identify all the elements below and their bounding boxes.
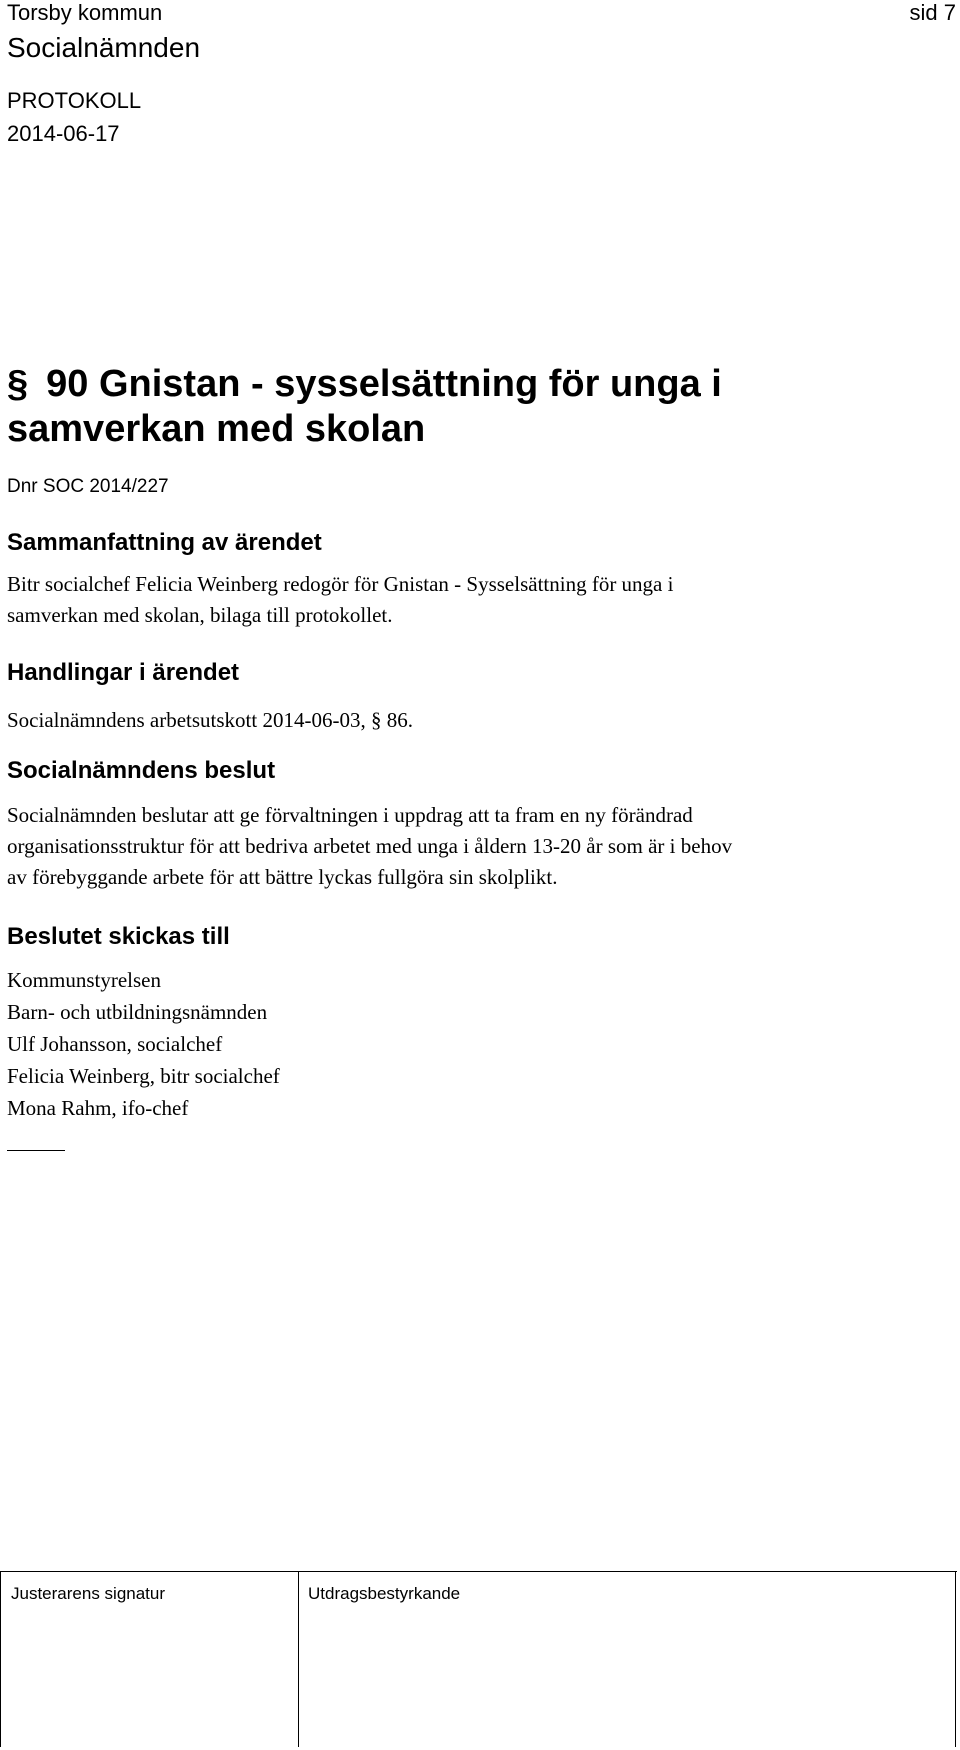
signature-table-right-border (955, 1571, 956, 1747)
decision-line: Socialnämnden beslutar att ge förvaltningen i uppdrag att ta fram en ny förändrad (7, 803, 693, 827)
summary-heading: Sammanfattning av ärendet (7, 529, 322, 556)
recipients-list (7, 964, 280, 1124)
signature-table-top-border (0, 1571, 957, 1572)
end-divider (7, 1150, 65, 1151)
decision-line: av förebyggande arbete för att bättre lyckas fullgöra sin skolplikt. (7, 865, 558, 889)
item-heading (7, 362, 722, 452)
committee-name: Socialnämnden (7, 32, 201, 63)
signature-label: Justerarens signatur (11, 1584, 166, 1603)
decision-heading: Socialnämndens beslut (7, 757, 276, 784)
recipient-item: Barn- och utbildningsnämnden (7, 1000, 268, 1024)
recipient-item: Kommunstyrelsen (7, 968, 161, 992)
page-number: sid 7 (909, 0, 956, 25)
summary-line: samverkan med skolan, bilaga till protokollet. (7, 603, 393, 627)
documents-text-before: Socialnämndens arbetsutskott 2014-06-03, (7, 708, 366, 732)
summary-line: Bitr socialchef Felicia Weinberg redogör för Gnistan - Sysselsättning för unga i (7, 572, 674, 596)
recipient-item: Ulf Johansson, socialchef (7, 1032, 223, 1056)
case-number: Dnr SOC 2014/227 (7, 476, 169, 497)
summary-text (7, 569, 673, 631)
recipient-item: Felicia Weinberg, bitr socialchef (7, 1064, 280, 1088)
section-sign-icon: § (7, 363, 29, 405)
section-sign-icon: § (370, 708, 382, 732)
item-heading-text-1: 90 Gnistan - sysselsättning för unga i (46, 363, 722, 405)
decision-text (7, 800, 732, 893)
documents-text-after: 86. (386, 708, 413, 732)
item-heading-line-2: samverkan med skolan (7, 408, 426, 450)
document-date: 2014-06-17 (7, 121, 120, 146)
signature-table (0, 1571, 957, 1747)
documents-heading: Handlingar i ärendet (7, 659, 240, 686)
signature-table-divider (298, 1571, 299, 1747)
recipient-item: Mona Rahm, ifo-chef (7, 1096, 189, 1120)
document-type: PROTOKOLL (7, 88, 142, 113)
signature-table-left-border (0, 1571, 1, 1747)
recipients-heading: Beslutet skickas till (7, 923, 230, 950)
documents-text (7, 705, 413, 736)
certification-label: Utdragsbestyrkande (308, 1584, 461, 1603)
organization-name: Torsby kommun (7, 0, 163, 25)
decision-line: organisationsstruktur för att bedriva arbetet med unga i åldern 13-20 år som är i behov (7, 834, 733, 858)
item-heading-line-1 (7, 362, 722, 407)
